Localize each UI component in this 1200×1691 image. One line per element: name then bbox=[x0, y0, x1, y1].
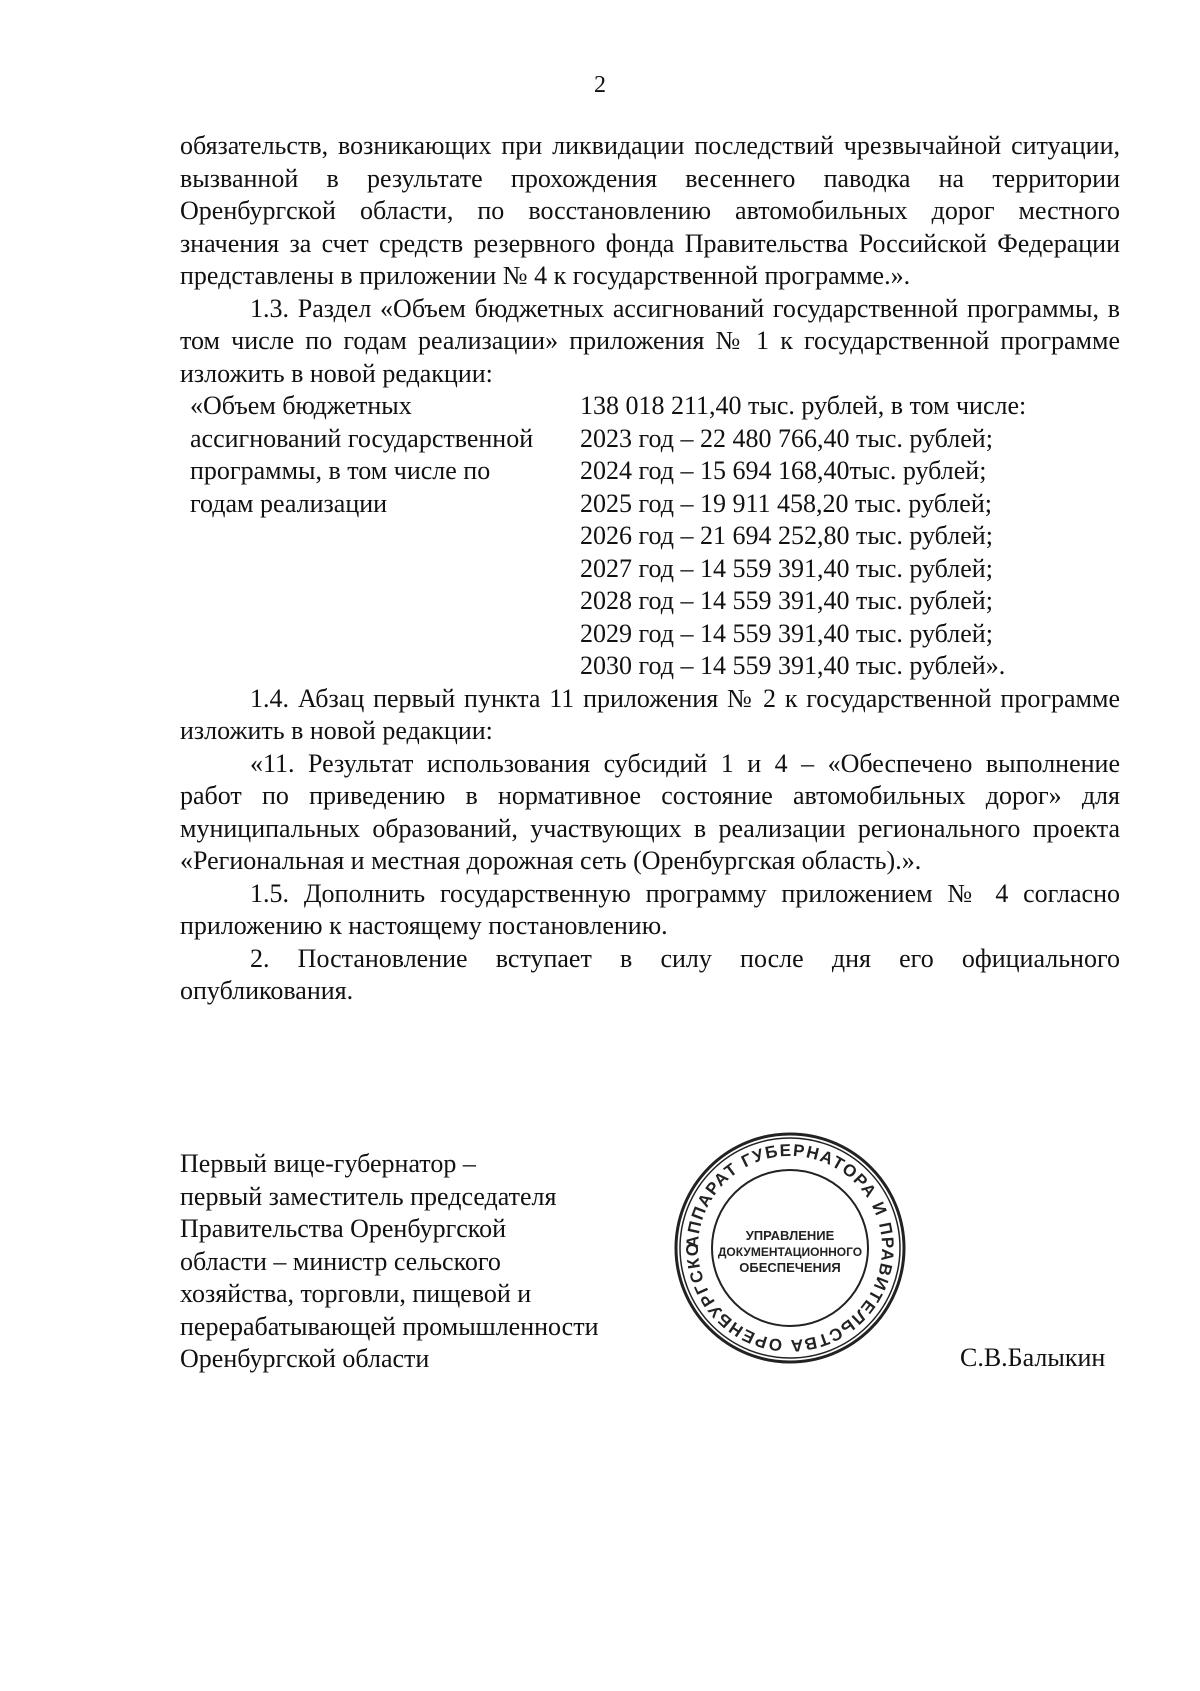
official-stamp bbox=[670, 1128, 910, 1368]
signatory-position bbox=[180, 1148, 640, 1376]
budget-total: 138 018 211,40 тыс. рублей, в том числе: bbox=[580, 391, 1027, 420]
budget-values bbox=[580, 390, 1120, 683]
budget-year-2028: 2028 год – 14 559 391,40 тыс. рублей; bbox=[580, 586, 993, 615]
stamp-center-line: УПРАВЛЕНИЕ bbox=[745, 1228, 835, 1243]
paragraph-1-4: 1.4. Абзац первый пункта 11 приложения № 2 к государственной программе изложить в новой редакции: bbox=[180, 683, 1120, 745]
paragraph-quote-11: «11. Результат использования субсидий 1 и 4 – «Обеспечено выполнение работ по приведению в нормативное состояние автомобильных дорог» для муниципальных образований, участвующих в реализации регионального проекта «Региональная и местная дорожная сеть (Оренбургская область).». bbox=[180, 748, 1120, 875]
stamp-center-line: ОБЕСПЕЧЕНИЯ bbox=[739, 1260, 841, 1275]
paragraph-continuation: обязательств, возникающих при ликвидации последствий чрезвычайной ситуации, вызванной в результате прохождения весеннего паводка на территории Оренбургской области, по восстановлению автомобильных дорог местного значения за счет средств резервного фонда Правительства Российской Федерации представлены в приложении № 4 к государственной программе.». bbox=[180, 131, 1120, 290]
paragraph-1-5: 1.5. Дополнить государственную программу приложением № 4 согласно приложению к настоящему постановлению. bbox=[180, 878, 1120, 940]
position-line: области – министр сельского bbox=[180, 1246, 501, 1276]
position-line: Правительства Оренбургской bbox=[180, 1214, 507, 1243]
budget-year-2029: 2029 год – 14 559 391,40 тыс. рублей; bbox=[580, 618, 993, 648]
position-line: перерабатывающей промышленности bbox=[180, 1311, 599, 1341]
budget-year-2027: 2027 год – 14 559 391,40 тыс. рублей; bbox=[580, 553, 993, 583]
budget-year-2024: 2024 год – 15 694 168,40тыс. рублей; bbox=[580, 456, 987, 485]
budget-label bbox=[180, 390, 580, 683]
paragraph-1-3: 1.3. Раздел «Объем бюджетных ассигнований государственной программы, в том числе по годам реализации» приложения № 1 к государственной программе изложить в новой редакции: bbox=[180, 293, 1120, 388]
stamp-center-line: ДОКУМЕНТАЦИОННОГО bbox=[717, 1245, 863, 1259]
budget-label-line: программы, в том числе по bbox=[190, 456, 491, 485]
stamp-seal-icon bbox=[670, 1128, 910, 1368]
stamp-ring-text: АППАРАТ ГУБЕРНАТОРА И ПРАВИТЕЛЬСТВА ОРЕНБУРГСКО bbox=[682, 1140, 898, 1356]
budget-year-2025: 2025 год – 19 911 458,20 тыс. рублей; bbox=[580, 488, 992, 518]
budget-label-line: годам реализации bbox=[190, 488, 388, 518]
budget-year-2023: 2023 год – 22 480 766,40 тыс. рублей; bbox=[580, 423, 993, 453]
page-number: 2 bbox=[594, 72, 606, 98]
signatory-name: С.В.Балыкин bbox=[960, 1343, 1106, 1372]
position-line: первый заместитель председателя bbox=[180, 1181, 557, 1211]
budget-year-2030: 2030 год – 14 559 391,40 тыс. рублей». bbox=[580, 651, 1006, 680]
document-body bbox=[180, 130, 1120, 1008]
budget-table bbox=[180, 390, 1120, 683]
paragraph-2: 2. Постановление вступает в силу после дня его официального опубликования. bbox=[180, 943, 1120, 1005]
position-line: хозяйства, торговли, пищевой и bbox=[180, 1279, 532, 1308]
budget-label-line: ассигнований государственной bbox=[190, 423, 534, 453]
position-line: Первый вице-губернатор – bbox=[180, 1149, 476, 1178]
budget-label-line: «Объем бюджетных bbox=[190, 391, 412, 420]
budget-year-2026: 2026 год – 21 694 252,80 тыс. рублей; bbox=[580, 521, 993, 550]
position-line: Оренбургской области bbox=[180, 1344, 430, 1373]
